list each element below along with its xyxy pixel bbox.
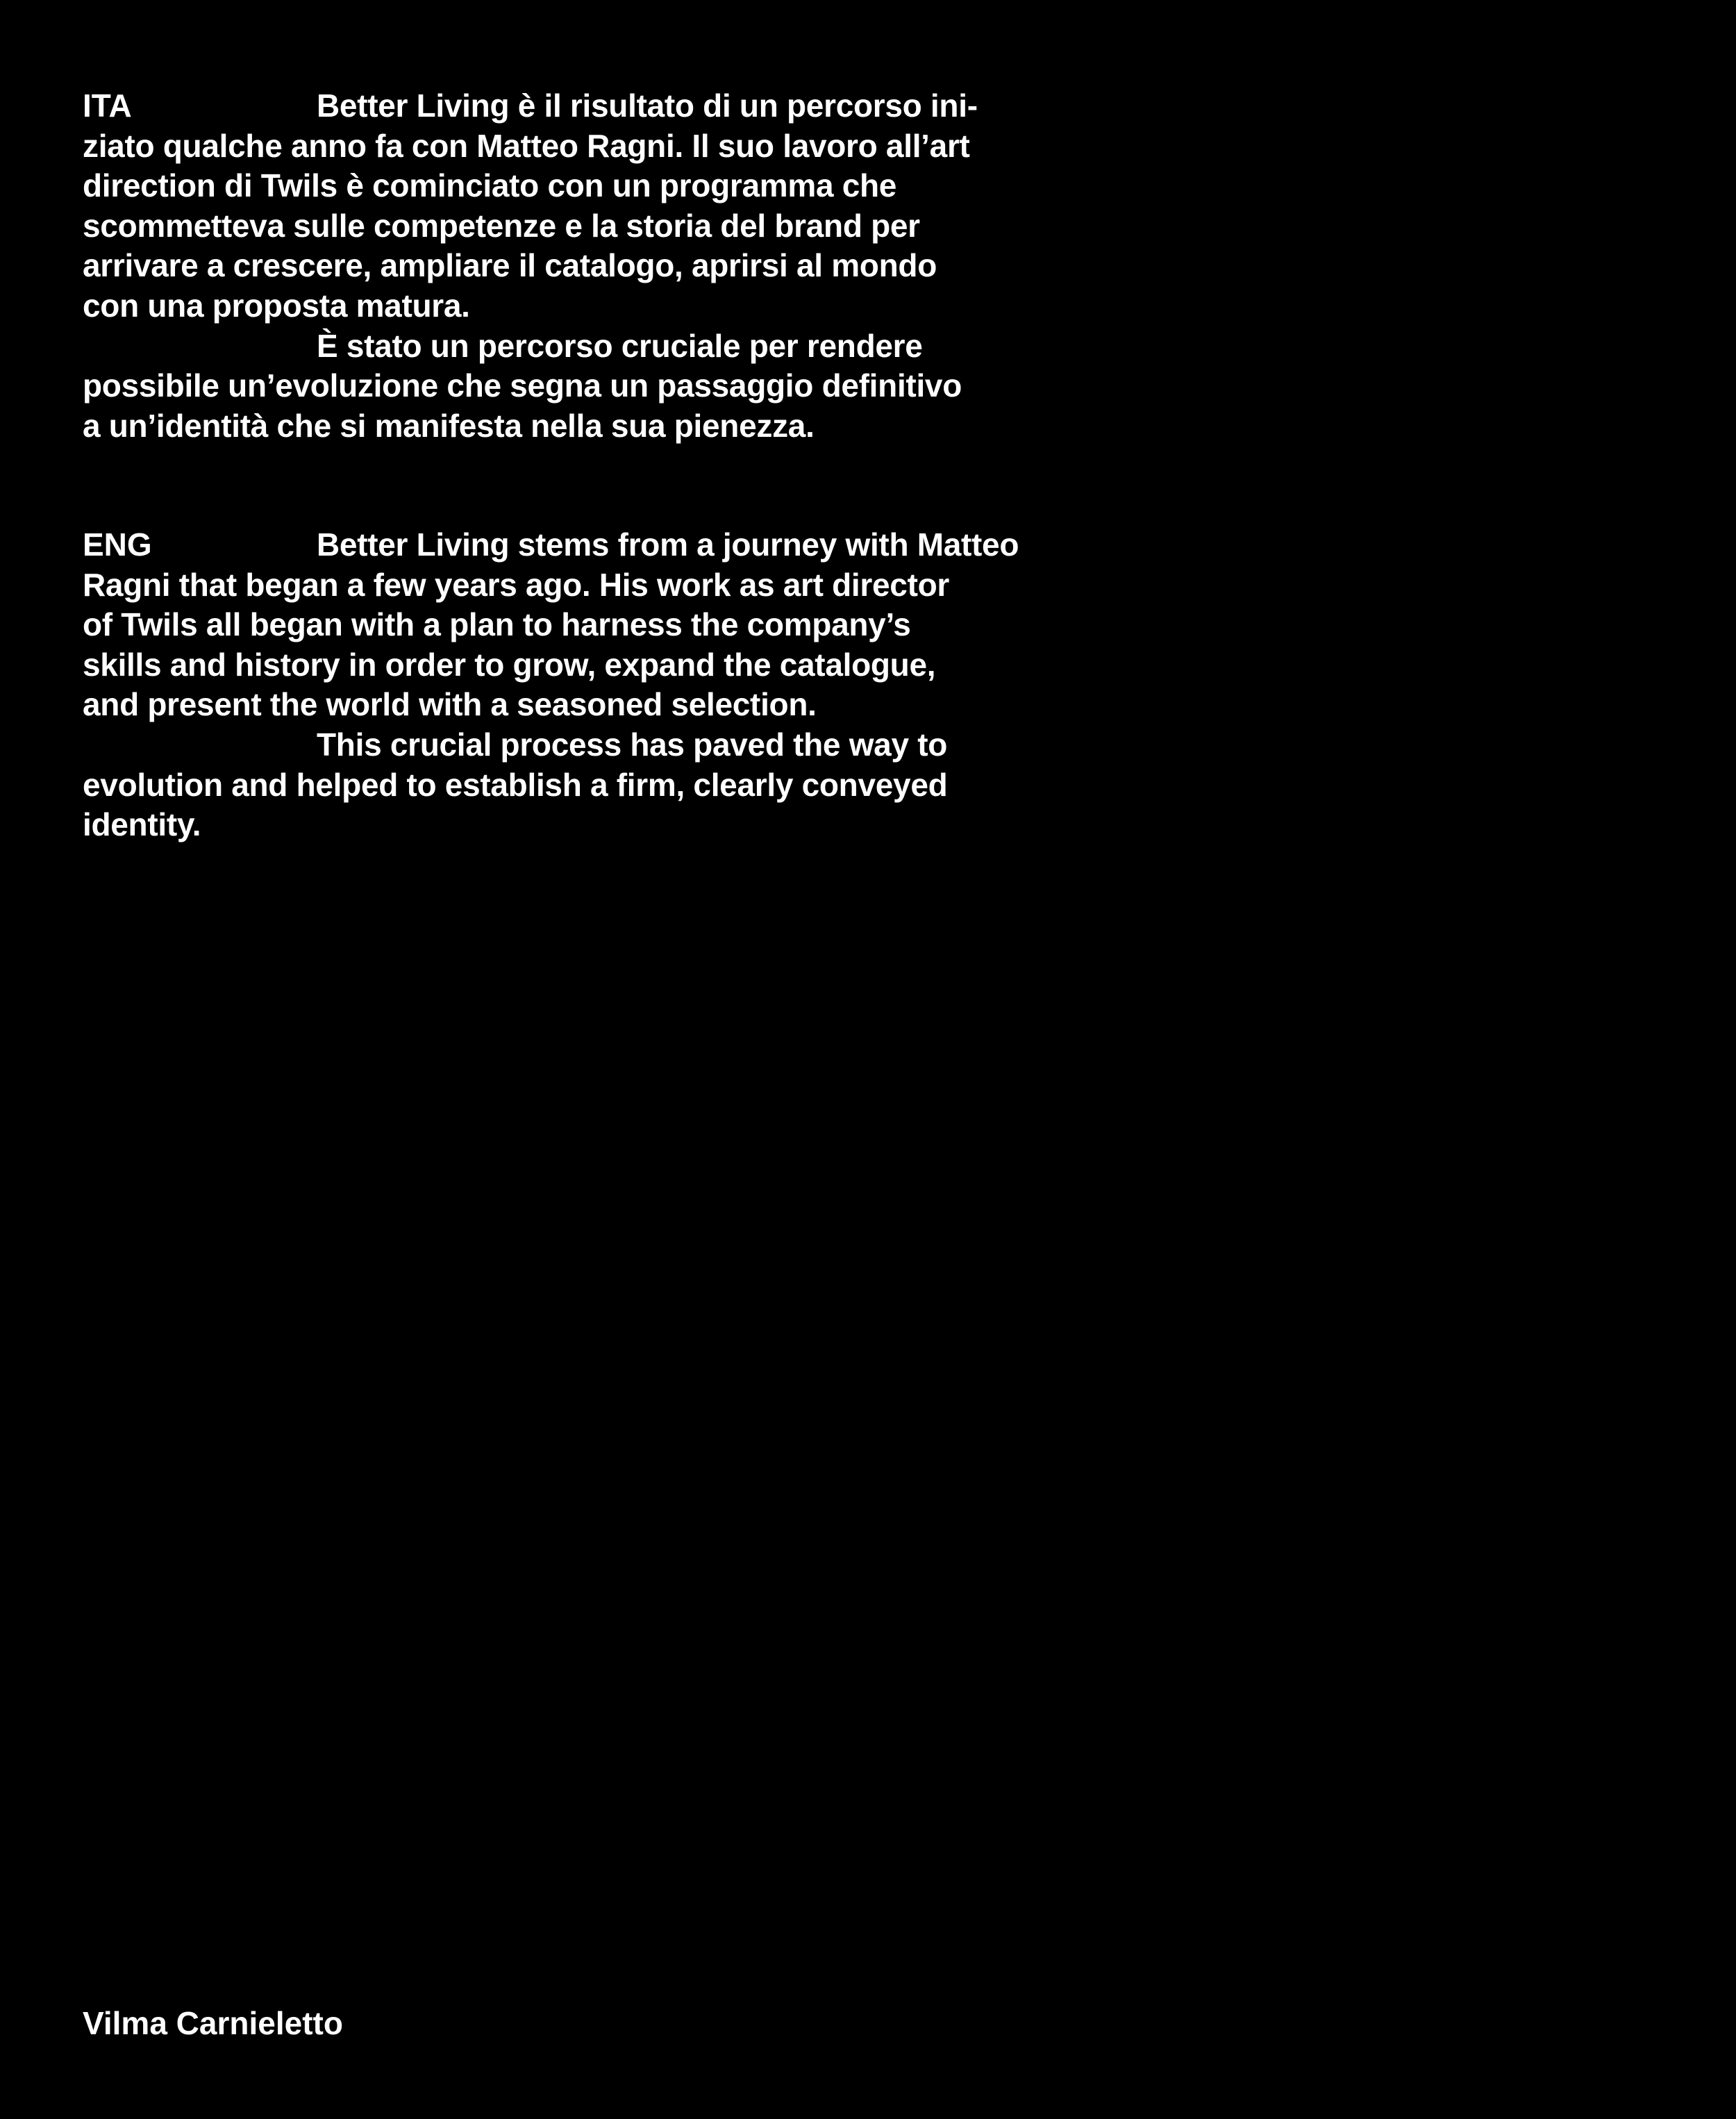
text-line: scommetteva sulle competenze e la storia del brand per [83, 207, 920, 244]
text-line: and present the world with a seasoned selection. [83, 686, 817, 723]
text-line: Better Living è il risultato di un percorso ini- [317, 88, 978, 124]
text-line: Ragni that began a few years ago. His work as art director [83, 566, 949, 603]
text-line: direction di Twils è cominciato con un programma che [83, 167, 897, 204]
language-label-ita: ITA [83, 88, 132, 124]
language-label-eng: ENG [83, 526, 152, 563]
text-line: identity. [83, 806, 201, 843]
text-line: This crucial process has paved the way to [317, 726, 948, 763]
text-line: arrivare a crescere, ampliare il catalogo, aprirsi al mondo [83, 247, 937, 284]
text-line: possibile un’evoluzione che segna un passaggio definitivo [83, 367, 962, 404]
text-line: con una proposta matura. [83, 287, 470, 324]
italian-text-section [83, 86, 1069, 446]
text-line: Better Living stems from a journey with Matteo [317, 526, 1019, 563]
text-line: skills and history in order to grow, expand the catalogue, [83, 646, 936, 683]
text-line: È stato un percorso cruciale per rendere [317, 327, 923, 364]
text-line: evolution and helped to establish a firm, clearly conveyed [83, 766, 948, 803]
text-line: of Twils all began with a plan to harness the company’s [83, 606, 911, 643]
english-text-section [83, 525, 1069, 845]
text-line: a un’identità che si manifesta nella sua pienezza. [83, 407, 815, 444]
text-line: ziato qualche anno fa con Matteo Ragni. Il suo lavoro all’art [83, 127, 970, 164]
author-signature: Vilma Carnieletto [83, 2005, 343, 2041]
